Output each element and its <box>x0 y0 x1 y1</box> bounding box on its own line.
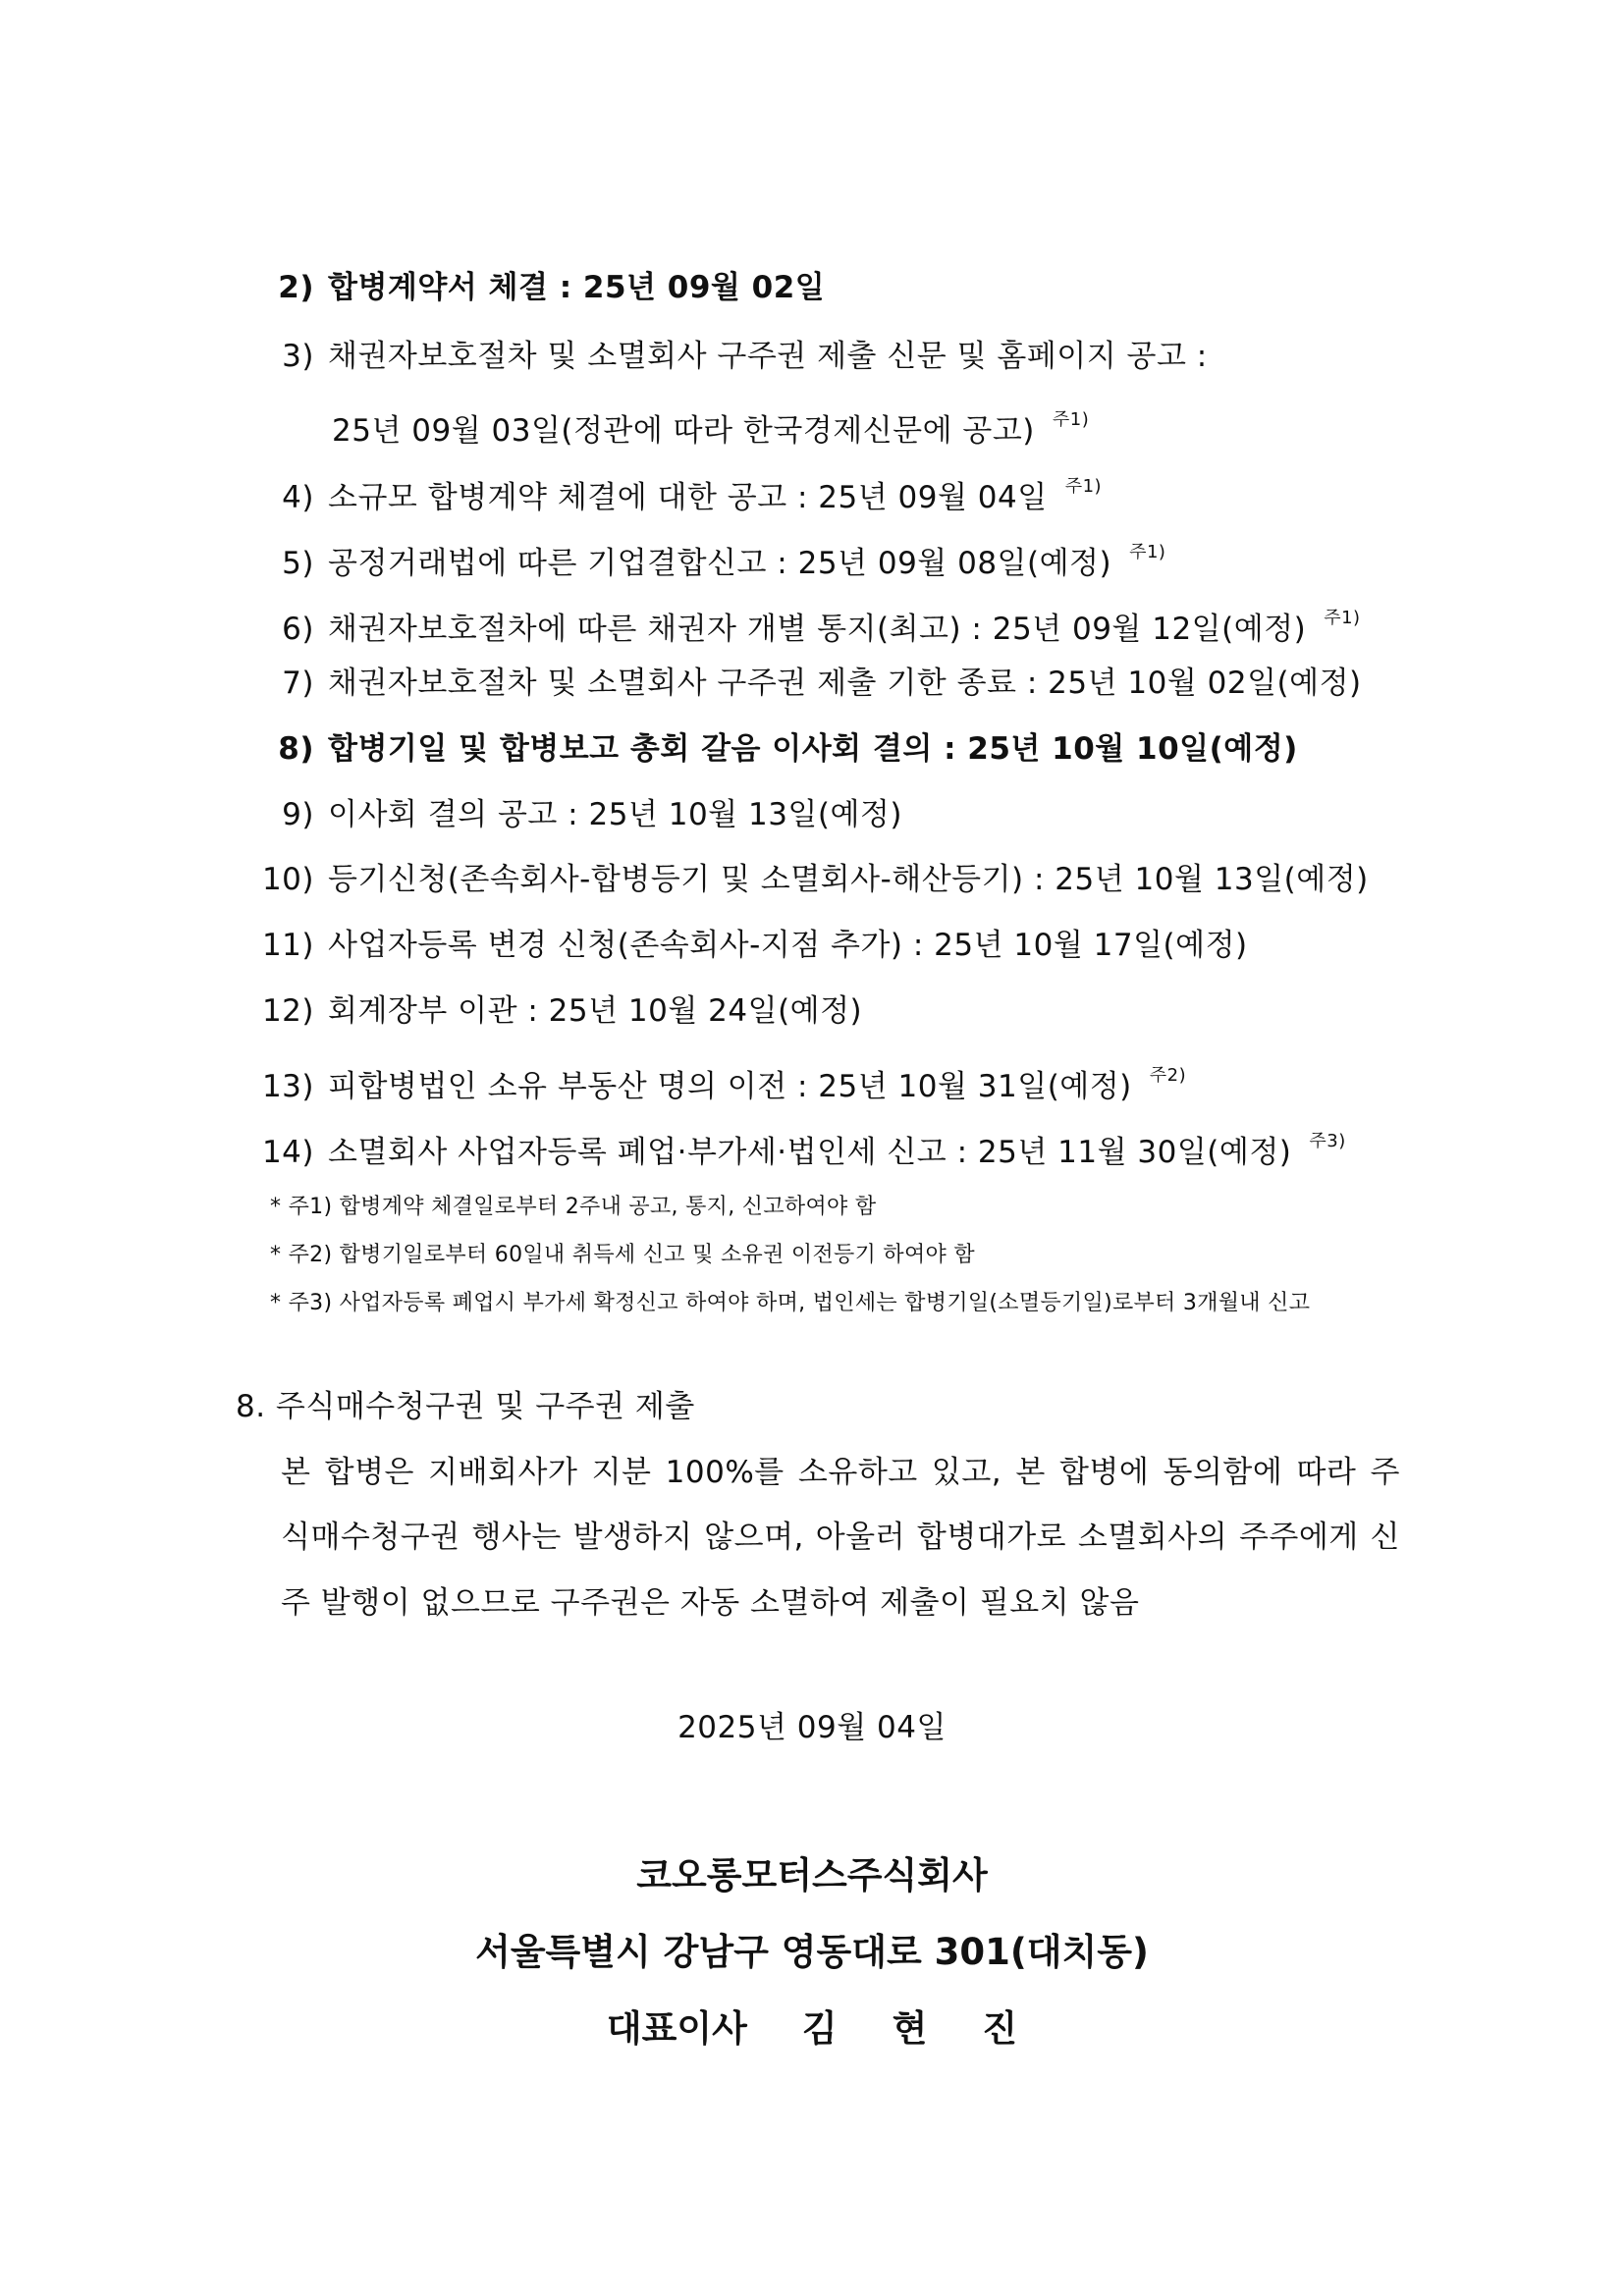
schedule-item <box>267 268 825 307</box>
item-number: 10) <box>261 862 314 897</box>
item-number: 3) <box>282 339 314 374</box>
item-text: 소규모 합병계약 체결에 대한 공고 : 25년 09월 04일 <box>328 480 1048 515</box>
representative-line <box>0 2005 1624 2053</box>
schedule-item <box>267 533 1165 583</box>
item-number: 11) <box>261 928 314 963</box>
item-number: 8) <box>278 731 314 767</box>
paragraph-line: 본 합병은 지배회사가 지분 100%를 소유하고 있고, 본 합병에 동의함에 따라 주 <box>281 1455 1400 1490</box>
item-text: 이사회 결의 공고 : 25년 10월 13일(예정) <box>328 797 902 832</box>
footnote-ref: 주2) <box>1149 1065 1187 1086</box>
footnote-ref: 주1) <box>1324 608 1361 628</box>
item-text: 채권자보호절차 및 소멸회사 구주권 제출 신문 및 홈페이지 공고 : <box>328 339 1208 374</box>
company-name: 코오롱모터스주식회사 <box>636 1854 988 1896</box>
item-number: 9) <box>282 797 314 832</box>
item-text: 사업자등록 변경 신청(존속회사-지점 추가) : 25년 10월 17일(예정) <box>328 928 1248 963</box>
representative-name-char: 진 <box>982 2007 1018 2050</box>
schedule-item <box>255 1122 1346 1172</box>
item-text: 채권자보호절차에 따른 채권자 개별 통지(최고) : 25년 09월 12일(예정) <box>328 612 1307 647</box>
item-number: 13) <box>261 1069 314 1104</box>
schedule-item <box>255 1056 1186 1106</box>
footnote-ref: 주1) <box>1052 409 1090 430</box>
schedule-item <box>255 991 862 1031</box>
schedule-item-continuation <box>332 400 1089 451</box>
company-address: 서울특별시 강남구 영동대로 301(대치동) <box>475 1931 1149 1973</box>
representative-name-char: 김 <box>801 2007 838 2050</box>
item-number: 2) <box>278 270 314 305</box>
paragraph-line: 식매수청구권 행사는 발생하지 않으며, 아울러 합병대가로 소멸회사의 주주에게 신 <box>281 1520 1400 1555</box>
schedule-item <box>267 337 1208 376</box>
item-text: 합병기일 및 합병보고 총회 갈음 이사회 결의 : 25년 10월 10일(예정) <box>328 731 1298 767</box>
footnote-ref: 주1) <box>1064 476 1103 497</box>
item-text: 소멸회사 사업자등록 폐업·부가세·법인세 신고 : 25년 11월 30일(예정) <box>328 1135 1292 1170</box>
item-number: 6) <box>282 612 314 647</box>
representative-title: 대표이사 <box>606 2007 747 2050</box>
schedule-item <box>267 599 1361 649</box>
footnote: * 주3) 사업자등록 폐업시 부가세 확정신고 하여야 하며, 법인세는 합병기일(소멸등기일)로부터 3개월내 신고 <box>270 1291 1311 1315</box>
footnote-ref: 주1) <box>1129 542 1166 562</box>
item-number: 14) <box>261 1135 314 1170</box>
item-text: 공정거래법에 따른 기업결합신고 : 25년 09월 08일(예정) <box>328 546 1112 581</box>
schedule-item <box>267 467 1102 517</box>
paragraph-line: 주 발행이 없으므로 구주권은 자동 소멸하여 제출이 필요치 않음 <box>281 1585 1140 1621</box>
item-number: 5) <box>282 546 314 581</box>
item-text: 채권자보호절차 및 소멸회사 구주권 제출 기한 종료 : 25년 10월 02일(예정) <box>328 666 1362 701</box>
schedule-item <box>255 860 1369 899</box>
schedule-item <box>267 795 902 834</box>
item-number: 12) <box>261 993 314 1029</box>
footnote: * 주1) 합병계약 체결일로부터 2주내 공고, 통지, 신고하여야 함 <box>270 1195 877 1219</box>
item-text: 합병계약서 체결 : 25년 09월 02일 <box>328 270 826 305</box>
footnote-ref: 주3) <box>1309 1131 1346 1151</box>
item-text: 25년 09월 03일(정관에 따라 한국경제신문에 공고) <box>332 413 1035 449</box>
item-number: 4) <box>282 480 314 515</box>
schedule-item <box>267 664 1362 703</box>
item-text: 피합병법인 소유 부동산 명의 이전 : 25년 10월 31일(예정) <box>328 1069 1132 1104</box>
representative-name-char: 현 <box>892 2007 928 2050</box>
footnote: * 주2) 합병기일로부터 60일내 취득세 신고 및 소유권 이전등기 하여야 함 <box>270 1243 975 1267</box>
schedule-item <box>255 926 1248 965</box>
schedule-item <box>267 729 1298 769</box>
item-text: 회계장부 이관 : 25년 10월 24일(예정) <box>328 993 863 1029</box>
section-heading: 8. 주식매수청구권 및 구주권 제출 <box>236 1389 695 1424</box>
document-date: 2025년 09월 04일 <box>677 1710 947 1745</box>
item-text: 등기신청(존속회사-합병등기 및 소멸회사-해산등기) : 25년 10월 13일(예정) <box>328 862 1369 897</box>
item-number: 7) <box>282 666 314 701</box>
